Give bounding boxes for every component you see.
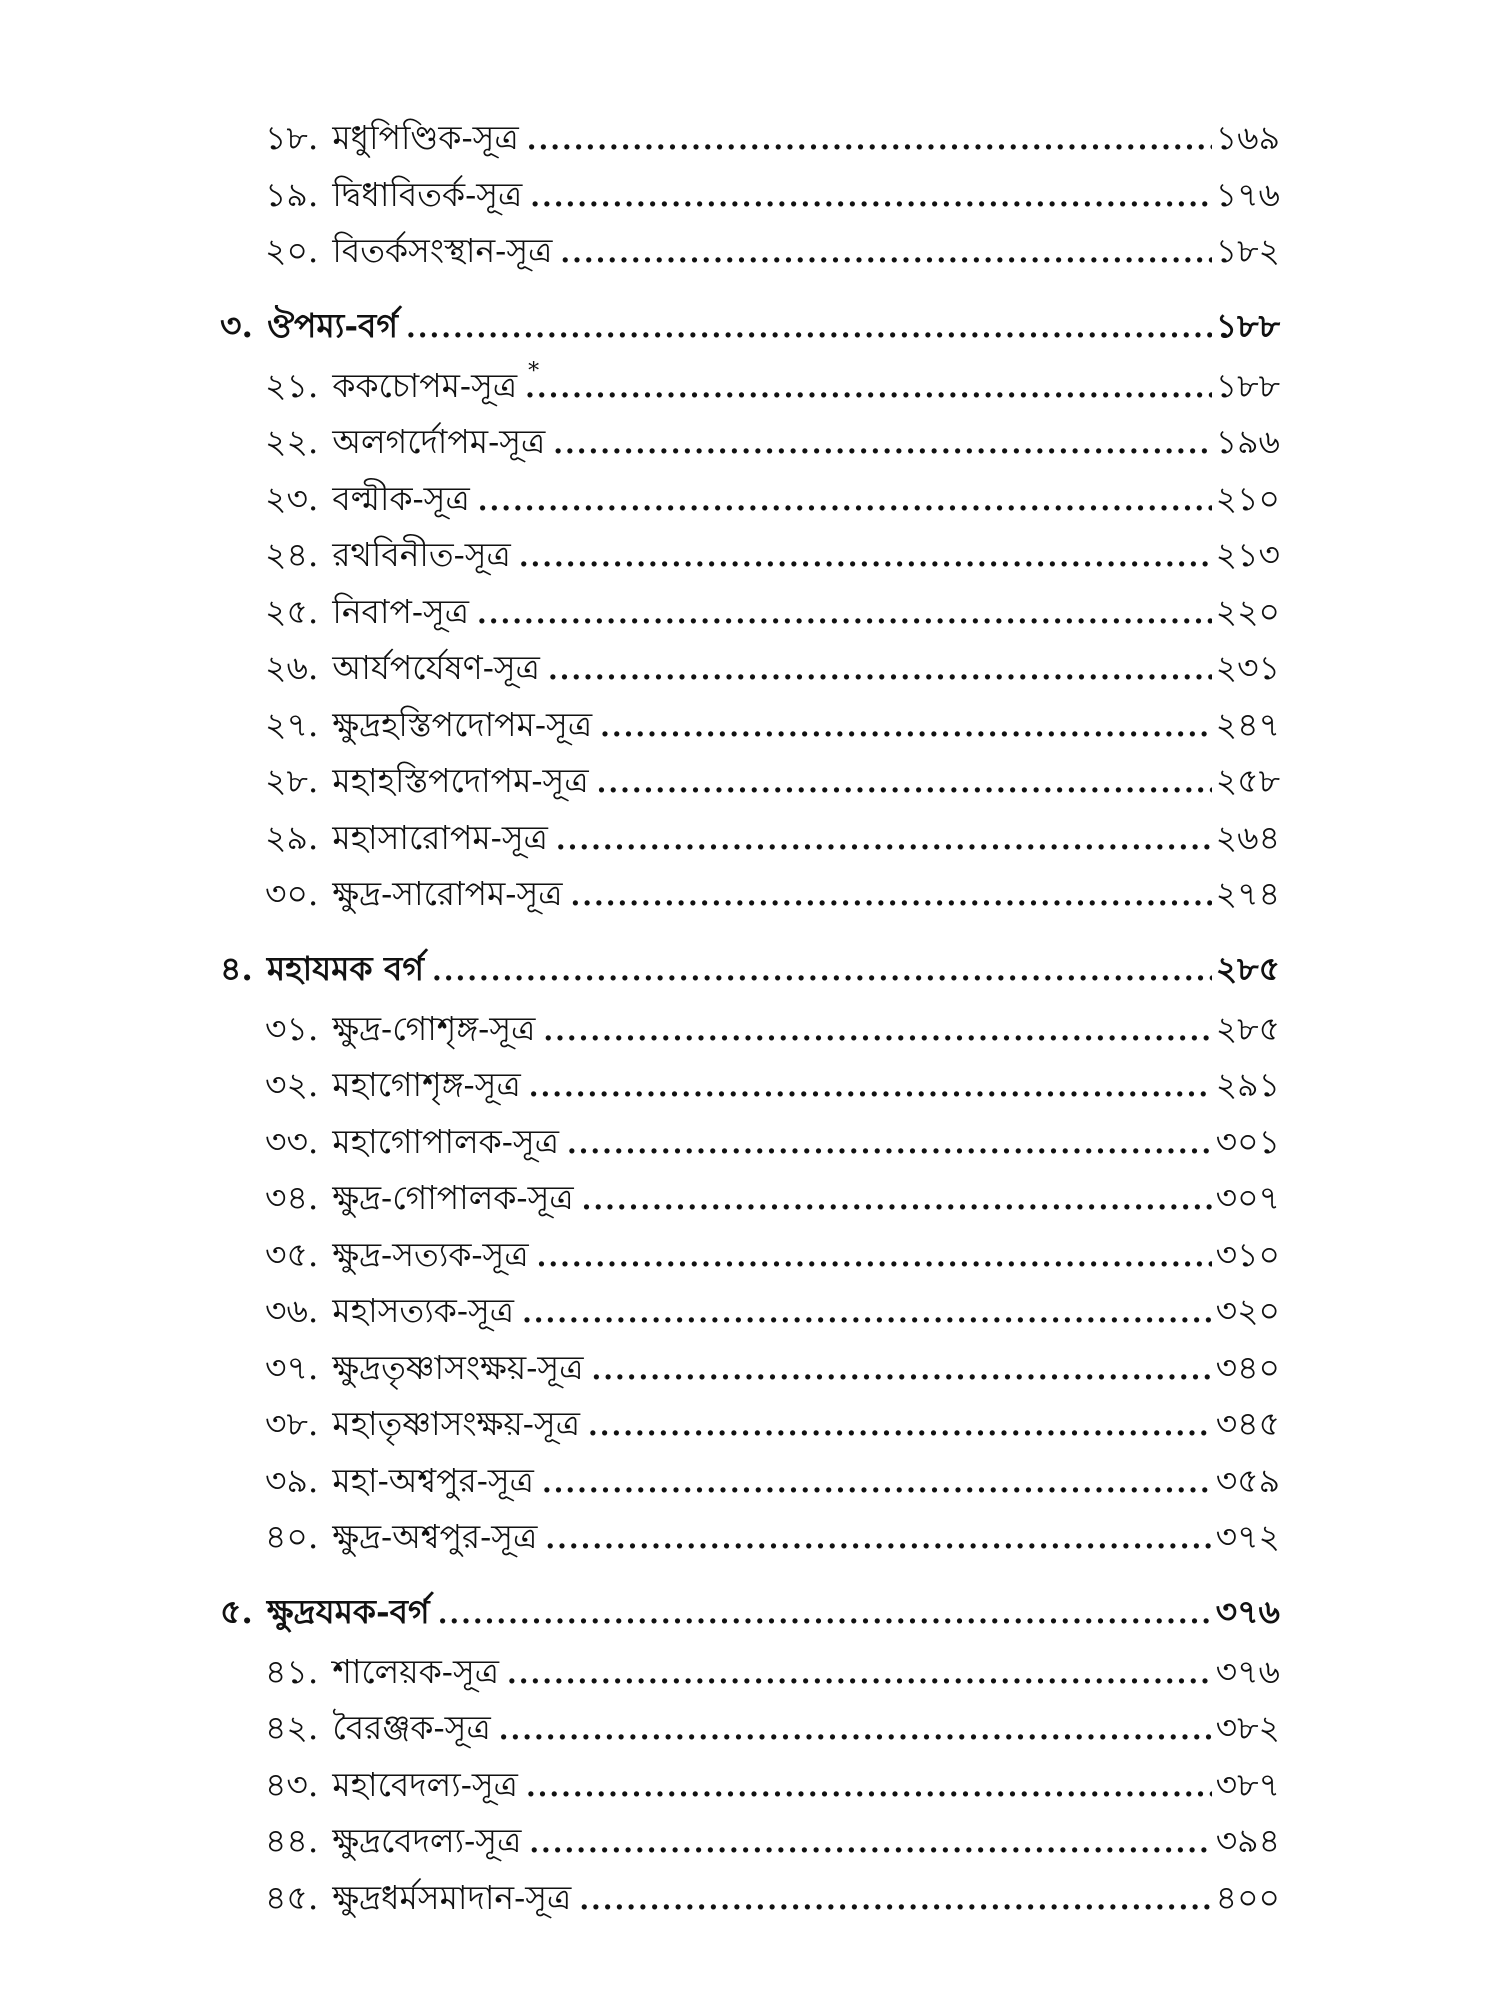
- toc-number: ৪০.: [265, 1517, 319, 1556]
- toc-page-number: ১৯৬: [1215, 422, 1280, 461]
- dot-leader: [579, 1872, 1211, 1928]
- toc-title-text: রথবিনীত-সূত্র: [332, 535, 511, 574]
- toc-entry: [220, 527, 1280, 584]
- toc-number: ৩৩.: [265, 1121, 319, 1161]
- dot-leader: [553, 416, 1211, 472]
- toc-entry: [220, 584, 1280, 641]
- toc-page-number: ১৬৯: [1215, 118, 1280, 157]
- toc-title: [332, 471, 469, 527]
- toc-page-number: ৩০৭: [1215, 1178, 1280, 1217]
- toc-title-text: ক্ষুদ্রহস্তিপদোপম-সূত্র: [332, 704, 593, 744]
- toc-entry: [220, 1700, 1280, 1757]
- toc-title: [267, 1584, 430, 1640]
- toc-number: ৪.: [220, 948, 253, 988]
- toc-entry: [220, 866, 1280, 923]
- toc-entry: [220, 1001, 1280, 1058]
- toc-title-text: মহা-অশ্বপুর-সূত্র: [332, 1460, 534, 1500]
- toc-title-text: বিতর্কসংস্থান-সূত্র: [332, 231, 553, 270]
- toc-number: ২৬.: [265, 648, 319, 687]
- dot-leader: [519, 529, 1212, 585]
- toc-title: [332, 1057, 520, 1113]
- toc-number: ৫.: [220, 1591, 253, 1631]
- toc-title-text: ক্ষুদ্রযমক-বর্গ: [266, 1591, 430, 1631]
- toc-title: [332, 810, 548, 866]
- dot-leader: [560, 225, 1211, 281]
- toc-page-number: ২১০: [1215, 478, 1280, 518]
- toc-number: ৩২.: [265, 1065, 319, 1104]
- dot-leader: [556, 812, 1212, 868]
- toc-title: [332, 584, 469, 640]
- toc-page-number: ২৫৮: [1215, 761, 1280, 800]
- toc-entry: [220, 167, 1280, 224]
- toc-number: ৩৯.: [265, 1460, 319, 1500]
- toc-entry: [220, 223, 1280, 280]
- toc-page-number: ৪০০: [1215, 1877, 1280, 1917]
- toc-title-text: মহাসারোপম-সূত্র: [332, 817, 548, 857]
- toc-number: ৩১.: [265, 1008, 319, 1048]
- toc-entry: [220, 471, 1280, 528]
- dot-leader: [526, 1759, 1212, 1815]
- toc-title-text: মহাহস্তিপদোপম-সূত্র: [332, 761, 589, 800]
- dot-leader: [432, 943, 1212, 999]
- dot-leader: [438, 1586, 1212, 1642]
- toc-entry: [220, 753, 1280, 810]
- toc-title: [332, 1340, 583, 1396]
- toc-entry: [220, 810, 1280, 867]
- toc-number: ২৩.: [265, 478, 319, 518]
- toc-number: ৪৫.: [265, 1877, 319, 1917]
- toc-title-text: নিবাপ-সূত্র: [332, 591, 470, 631]
- dot-leader: [530, 169, 1211, 225]
- toc-number: ৩.: [220, 305, 253, 345]
- dot-leader: [537, 1229, 1212, 1285]
- toc-entry: [220, 1813, 1280, 1870]
- dot-leader: [600, 699, 1212, 755]
- toc-title: [332, 110, 518, 166]
- toc-title-text: মহাযমক বর্গ: [266, 948, 425, 988]
- toc-section-heading: [220, 1584, 1280, 1644]
- dot-leader: [478, 473, 1212, 529]
- toc-title: [332, 1283, 514, 1339]
- toc-title-text: ক্ষুদ্র-গোশৃঙ্গ-সূত্র: [332, 1008, 536, 1048]
- toc-title: [332, 1509, 537, 1565]
- toc-title: [332, 358, 540, 414]
- toc-title-text: ক্ষুদ্র-গোপালক-সূত্র: [332, 1178, 574, 1217]
- toc-section-heading: [220, 941, 1280, 1001]
- toc-page-number: ৩৮৭: [1215, 1764, 1280, 1804]
- toc-title-text: বৈরঞ্জক-সূত্র: [332, 1708, 491, 1747]
- toc-page-number: ১৮৮: [1215, 305, 1280, 345]
- toc-title: [332, 1870, 571, 1926]
- toc-title: [332, 640, 540, 696]
- toc-title: [332, 223, 552, 279]
- toc-number: ৪১.: [265, 1651, 319, 1691]
- toc-page-number: ৩৭২: [1215, 1517, 1280, 1556]
- toc-number: ২২.: [265, 422, 319, 461]
- toc-number: ৩৫.: [265, 1234, 319, 1274]
- toc-title: [332, 1170, 573, 1226]
- toc-section-heading: [220, 298, 1280, 358]
- toc-title: [332, 1813, 521, 1869]
- dot-leader: [406, 300, 1212, 356]
- toc-title: [332, 167, 522, 223]
- dot-leader: [543, 1003, 1211, 1059]
- toc-title: [332, 1396, 580, 1452]
- dot-leader: [597, 755, 1212, 811]
- toc-page-number: ৩১০: [1215, 1234, 1280, 1274]
- toc-page-number: ৩৭৬: [1215, 1651, 1280, 1691]
- dot-leader: [545, 1511, 1211, 1567]
- toc-page-number: ২৮৫: [1215, 1008, 1280, 1048]
- toc-entry: [220, 1453, 1280, 1510]
- dot-leader: [527, 112, 1212, 168]
- dot-leader: [567, 1116, 1212, 1172]
- toc-title-text: ক্ষুদ্র-অশ্বপুর-সূত্র: [332, 1517, 538, 1556]
- toc-title: [332, 414, 545, 470]
- toc-page-number: ৩৭৬: [1215, 1591, 1280, 1631]
- toc-number: ২৫.: [265, 591, 319, 631]
- toc-number: ২১.: [265, 365, 319, 405]
- toc-page-number: ১৮৮: [1215, 365, 1280, 405]
- toc-number: ৩৪.: [265, 1178, 319, 1217]
- toc-title-text: মহাগোশৃঙ্গ-সূত্র: [332, 1065, 521, 1104]
- toc-title-text: মধুপিণ্ডিক-সূত্র: [332, 118, 519, 157]
- toc-page-number: ৩৫৯: [1215, 1460, 1280, 1500]
- footnote-mark: *: [528, 358, 540, 384]
- dot-leader: [529, 1815, 1211, 1871]
- toc-title: [332, 1114, 559, 1170]
- toc-title: [267, 298, 398, 354]
- toc-title: [267, 941, 424, 997]
- toc-title: [332, 753, 588, 809]
- toc-title: [332, 1757, 518, 1813]
- toc-number: ৩৬.: [265, 1291, 319, 1330]
- toc-number: ১৮.: [265, 118, 319, 157]
- toc-title-text: শালেয়ক-সূত্র: [332, 1651, 499, 1691]
- toc-page-number: ৩৮২: [1215, 1708, 1280, 1747]
- toc-title: [332, 866, 562, 922]
- toc-title: [332, 1700, 490, 1756]
- dot-leader: [525, 360, 1212, 416]
- dot-leader: [529, 1059, 1212, 1115]
- toc-entry: [220, 1283, 1280, 1340]
- toc-title-text: ককচোপম-সূত্র: [332, 365, 518, 405]
- toc-entry: [220, 1644, 1280, 1701]
- toc-entry: [220, 1057, 1280, 1114]
- toc-number: ২৭.: [265, 704, 319, 744]
- dot-leader: [542, 1455, 1212, 1511]
- toc-page-number: ২৮৫: [1215, 948, 1280, 988]
- toc-entry: [220, 358, 1280, 415]
- toc-entry: [220, 1114, 1280, 1171]
- toc-page-number: ২২০: [1215, 591, 1280, 631]
- toc-title-text: ঔপম্য-বর্গ: [266, 305, 399, 345]
- toc-title-text: আর্যপর্যেষণ-সূত্র: [332, 648, 540, 687]
- toc-page-number: ৩০১: [1215, 1121, 1280, 1161]
- toc-title-text: ক্ষুদ্র-সত্যক-সূত্র: [332, 1234, 529, 1274]
- toc-entry: [220, 1170, 1280, 1227]
- toc-entry: [220, 1509, 1280, 1566]
- table-of-contents: [220, 110, 1280, 1926]
- toc-title: [332, 527, 510, 583]
- toc-title: [332, 1453, 534, 1509]
- toc-page-number: ২৩১: [1215, 648, 1280, 687]
- toc-page-number: ১৮২: [1215, 231, 1280, 270]
- toc-entry: [220, 697, 1280, 754]
- toc-number: ৩০.: [265, 874, 319, 913]
- toc-number: ২৯.: [265, 817, 319, 857]
- toc-number: ৩৭.: [265, 1347, 319, 1387]
- toc-page-number: ২৪৭: [1215, 704, 1280, 744]
- toc-number: ২০.: [265, 231, 319, 270]
- dot-leader: [591, 1342, 1211, 1398]
- toc-title-text: মহাবেদল্য-সূত্র: [332, 1764, 518, 1804]
- toc-number: ৩৮.: [265, 1404, 319, 1443]
- toc-title-text: মহাতৃষ্ণাসংক্ষয়-সূত্র: [332, 1404, 580, 1443]
- toc-title-text: ক্ষুদ্র-সারোপম-সূত্র: [332, 874, 563, 913]
- toc-page-number: ৩৯৪: [1215, 1821, 1280, 1860]
- toc-title-text: বল্মীক-সূত্র: [332, 478, 470, 518]
- dot-leader: [588, 1398, 1212, 1454]
- dot-leader: [522, 1285, 1212, 1341]
- dot-leader: [571, 868, 1212, 924]
- toc-entry: [220, 1227, 1280, 1284]
- toc-page-number: ৩৪৫: [1215, 1404, 1280, 1443]
- toc-entry: [220, 110, 1280, 167]
- dot-leader: [507, 1646, 1212, 1702]
- toc-title-text: দ্বিধাবিতর্ক-সূত্র: [332, 174, 523, 214]
- toc-entry: [220, 640, 1280, 697]
- toc-number: ২৮.: [265, 761, 319, 800]
- toc-entry: [220, 1757, 1280, 1814]
- dot-leader: [499, 1702, 1212, 1758]
- toc-title: [332, 697, 592, 753]
- toc-title-text: ক্ষুদ্রবেদল্য-সূত্র: [332, 1821, 522, 1860]
- toc-number: ১৯.: [265, 174, 319, 214]
- toc-page-number: ৩২০: [1215, 1291, 1280, 1330]
- toc-title-text: মহাসত্যক-সূত্র: [332, 1291, 515, 1330]
- toc-title: [332, 1001, 535, 1057]
- toc-title: [332, 1227, 528, 1283]
- toc-page-number: ২৭৪: [1215, 874, 1280, 913]
- dot-leader: [582, 1172, 1212, 1228]
- toc-page-number: ২৯১: [1215, 1065, 1280, 1104]
- toc-entry: [220, 414, 1280, 471]
- toc-page-number: ২৬৪: [1215, 817, 1280, 857]
- toc-page-number: ৩৪০: [1215, 1347, 1280, 1387]
- toc-page-number: ২১৩: [1215, 535, 1280, 574]
- toc-title-text: ক্ষুদ্রধর্মসমাদান-সূত্র: [332, 1877, 572, 1917]
- toc-title-text: ক্ষুদ্রতৃষ্ণাসংক্ষয়-সূত্র: [332, 1347, 584, 1387]
- toc-number: ৪৪.: [265, 1821, 319, 1860]
- toc-entry: [220, 1396, 1280, 1453]
- toc-number: ২৪.: [265, 535, 319, 574]
- toc-title-text: মহাগোপালক-সূত্র: [332, 1121, 559, 1161]
- toc-number: ৪৩.: [265, 1764, 319, 1804]
- toc-title: [332, 1644, 499, 1700]
- toc-entry: [220, 1340, 1280, 1397]
- dot-leader: [548, 642, 1212, 698]
- dot-leader: [477, 586, 1212, 642]
- toc-number: ৪২.: [265, 1708, 319, 1747]
- toc-entry: [220, 1870, 1280, 1927]
- toc-page-number: ১৭৬: [1215, 174, 1280, 214]
- toc-title-text: অলগর্দোপম-সূত্র: [332, 422, 546, 461]
